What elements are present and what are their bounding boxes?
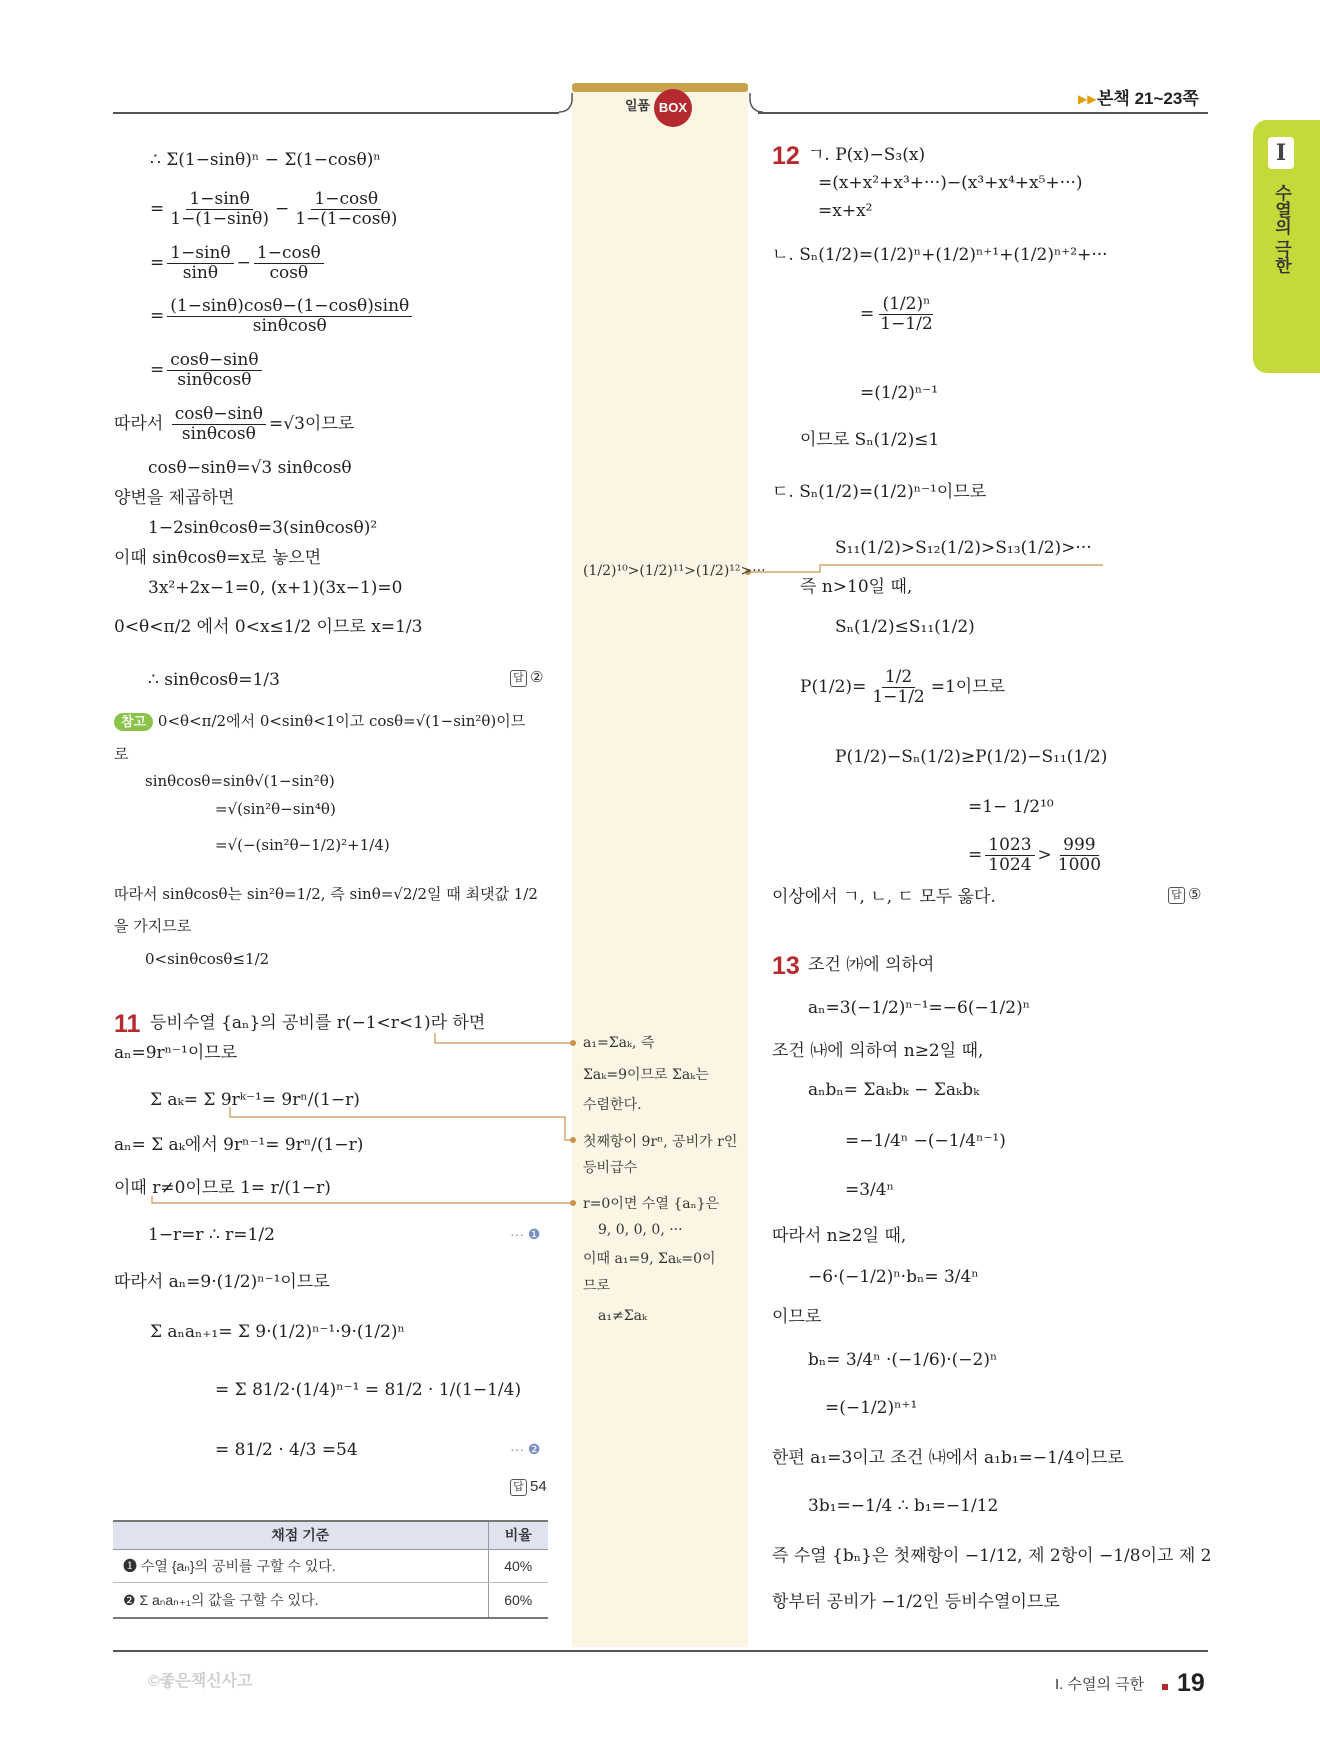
note-eq-2: =√(sin²θ−sin⁴θ) — [215, 800, 336, 818]
mid-note-4d: 므로 — [583, 1278, 611, 1294]
answer-10: 답 ② — [510, 669, 543, 687]
p13-line-4: aₙbₙ= Σaₖbₖ − Σaₖbₖ — [808, 1080, 980, 1100]
p13-line-11: =(−1/2)ⁿ⁺¹ — [825, 1398, 918, 1418]
p12-line-7: 이므로 Sₙ(1/2)≤1 — [800, 430, 940, 450]
p12-line-2: =(x+x²+x³+···)−(x³+x⁴+x⁵+···) — [818, 173, 1083, 193]
p12-line-13: P(1/2)−Sₙ(1/2)≥P(1/2)−S₁₁(1/2) — [835, 747, 1108, 767]
p11-line-1: 등비수열 {aₙ}의 공비를 r(−1<r<1)라 하면 — [150, 1013, 486, 1033]
mid-note-4c: 이때 a₁=9, Σaₖ=0이 — [583, 1251, 716, 1267]
p13-line-8: −6·(−1/2)ⁿ·bₙ= 3/4ⁿ — [808, 1267, 979, 1287]
eq-line-9: 1−2sinθcosθ=3(sinθcosθ)² — [148, 518, 378, 538]
eq-line-1: ∴ Σ(1−sinθ)ⁿ − Σ(1−cosθ)ⁿ — [150, 150, 381, 170]
p12-line-3: =x+x² — [818, 201, 873, 221]
page-number: 19 — [1177, 1669, 1205, 1697]
p11-line-2: aₙ=9rⁿ⁻¹이므로 — [114, 1043, 238, 1063]
box-badge: BOX — [654, 89, 692, 127]
eq-line-12: 0<θ<π/2 에서 0<x≤1/2 이므로 x=1/3 — [114, 617, 423, 637]
page-ref-arrow: ▶▶ — [1078, 92, 1097, 106]
p12-line-5: = $\frac{\text{(1/2)ⁿ}}{1-1/2}$ — [860, 294, 933, 335]
p11-line-3: Σ aₖ= Σ 9rᵏ⁻¹= 9rⁿ/(1−r) — [150, 1090, 360, 1110]
p13-line-15: 항부터 공비가 −1/2인 등비수열이므로 — [772, 1592, 1060, 1612]
p12-line-4: ㄴ. Sₙ(1/2)=(1/2)ⁿ+(1/2)ⁿ⁺¹+(1/2)ⁿ⁺²+··· — [772, 245, 1108, 265]
mid-note-2c: 수렴한다. — [583, 1097, 642, 1113]
footer-chapter: I. 수열의 극한 — [1055, 1676, 1145, 1693]
table-header-ratio: 비율 — [488, 1521, 548, 1549]
note-eq-3: =√(−(sin²θ−1/2)²+1/4) — [215, 836, 390, 854]
eq-line-4: = $\frac{(1-\sin\theta)\cos\theta-(1-\cos\theta)\sin\theta}{\sin\theta\cos\theta}$ — [150, 297, 415, 336]
table-cell-ratio: 40% — [488, 1549, 548, 1582]
step-marker-1: ··· ❶ — [510, 1226, 541, 1242]
p12-line-9: S₁₁(1/2)>S₁₂(1/2)>S₁₃(1/2)>··· — [835, 538, 1092, 558]
p13-line-5: =−1/4ⁿ −(−1/4ⁿ⁻¹) — [845, 1131, 1006, 1151]
answer-12: 답 ⑤ — [1168, 886, 1201, 904]
note-eq-1: sinθcosθ=sinθ√(1−sin²θ) — [145, 772, 335, 790]
box-prefix: 일품 — [625, 98, 651, 113]
text-line-8: 양변을 제곱하면 — [114, 488, 235, 508]
eq-line-5: = $\frac{\cos\theta-\sin\theta}{\sin\theta\cos\theta}$ — [150, 351, 265, 390]
problem-12-number: 12 — [772, 142, 800, 170]
p13-line-14: 즉 수열 {bₙ}은 첫째항이 −1/12, 제 2항이 −1/8이고 제 2 — [772, 1546, 1212, 1566]
p13-line-7: 따라서 n≥2일 때, — [772, 1226, 907, 1246]
chapter-tab-roman: I — [1268, 137, 1294, 169]
mid-note-2a: a₁=Σaₖ, 즉 — [583, 1035, 655, 1051]
p11-line-7: 따라서 aₙ=9·(1/2)ⁿ⁻¹이므로 — [114, 1272, 330, 1292]
problem-11-number: 11 — [114, 1010, 141, 1038]
p11-line-9: = Σ 81/2·(1/4)ⁿ⁻¹ = 81/2 · 1/(1−1/4) — [215, 1380, 522, 1400]
table-header-criteria: 채점 기준 — [113, 1521, 488, 1549]
mid-note-3b: 등비급수 — [583, 1160, 638, 1176]
text-line-10: 이때 sinθcosθ=x로 놓으면 — [114, 548, 322, 568]
footer-dot — [1162, 1684, 1168, 1690]
mid-note-3a: 첫째항이 9rⁿ, 공비가 r인 — [583, 1134, 738, 1150]
eq-line-6: 따라서 $\frac{\cos\theta-\sin\theta}{\sin\theta\cos\theta}$ =√3이므로 — [114, 404, 355, 445]
p13-line-3: 조건 ㈏에 의하여 n≥2일 때, — [772, 1041, 984, 1061]
p11-line-6: 1−r=r ∴ r=1/2 — [148, 1225, 275, 1245]
mid-note-4b: 9, 0, 0, 0, ··· — [598, 1222, 683, 1238]
note-line-2: 로 — [114, 745, 129, 763]
footer-rule — [113, 1650, 1208, 1652]
eq-line-11: 3x²+2x−1=0, (x+1)(3x−1)=0 — [148, 578, 403, 598]
eq-line-2: = $\frac{1-\sin\theta}{1-(1-\sin\theta)}$ − $\frac{1-\cos\theta}{1-(1-\cos\theta)}$ — [150, 189, 398, 230]
p13-line-12: 한편 a₁=3이고 조건 ㈏에서 a₁b₁=−1/4이므로 — [772, 1448, 1124, 1468]
table-cell-ratio: 60% — [488, 1582, 548, 1618]
p11-line-8: Σ aₙaₙ₊₁= Σ 9·(1/2)ⁿ⁻¹·9·(1/2)ⁿ — [150, 1322, 405, 1342]
p13-line-2: aₙ=3(−1/2)ⁿ⁻¹=−6(−1/2)ⁿ — [808, 998, 1031, 1018]
p12-line-14: =1− 1/2¹⁰ — [968, 797, 1054, 817]
problem-13-number: 13 — [772, 952, 800, 980]
p13-line-13: 3b₁=−1/4 ∴ b₁=−1/12 — [808, 1496, 999, 1516]
eq-line-3: = $\frac{1-\sin\theta}{\sin\theta}$ − $\frac{1-\cos\theta}{\cos\theta}$ — [150, 244, 327, 283]
p13-line-6: =3/4ⁿ — [845, 1180, 894, 1200]
p12-line-1: ㄱ. P(x)−S₃(x) — [808, 145, 926, 165]
eq-line-7: cosθ−sinθ=√3 sinθcosθ — [148, 458, 352, 478]
p13-line-1: 조건 ㈎에 의하여 — [808, 955, 935, 975]
note-line-1: 참고 0<θ<π/2에서 0<sinθ<1이고 cosθ=√(1−sin²θ)이므 — [114, 712, 525, 731]
p12-line-6: =(1/2)ⁿ⁻¹ — [860, 383, 939, 403]
step-marker-2: ··· ❷ — [510, 1441, 541, 1457]
mid-note-4e: a₁≠Σaₖ — [598, 1308, 648, 1324]
chapter-tab-title: 수열의 극한 — [1272, 184, 1291, 274]
p12-line-15: = $\frac{1023}{1024}$ > $\frac{999}{1000}$ — [968, 835, 1102, 876]
table-row: ❶ 수열 {aₙ}의 공비를 구할 수 있다. — [113, 1549, 488, 1582]
note-line-5: 을 가지므로 — [114, 917, 192, 935]
p12-line-12: P(1/2)= $\frac{1/2}{1-1/2}$ =1이므로 — [800, 667, 1006, 708]
mid-note-4a: r=0이면 수열 {aₙ}은 — [583, 1196, 720, 1212]
table-row: ❷ Σ aₙaₙ₊₁의 값을 구할 수 있다. — [113, 1582, 488, 1618]
p12-line-11: Sₙ(1/2)≤S₁₁(1/2) — [835, 617, 975, 637]
p12-line-16: 이상에서 ㄱ, ㄴ, ㄷ 모두 옳다. — [772, 887, 996, 907]
mid-note-1: (1/2)¹⁰>(1/2)¹¹>(1/2)¹²>··· — [583, 563, 766, 579]
footer-copyright: ©좋은책신사고 — [148, 1673, 253, 1690]
eq-line-13: ∴ sinθcosθ=1/3 — [148, 670, 280, 690]
p11-line-4: aₙ= Σ aₖ에서 9rⁿ⁻¹= 9rⁿ/(1−r) — [114, 1135, 364, 1155]
p13-line-9: 이므로 — [772, 1307, 822, 1327]
p13-line-10: bₙ= 3/4ⁿ ·(−1/6)·(−2)ⁿ — [808, 1350, 998, 1370]
p12-line-8: ㄷ. Sₙ(1/2)=(1/2)ⁿ⁻¹이므로 — [772, 482, 987, 502]
p11-line-10: = 81/2 · 4/3 =54 — [215, 1440, 358, 1460]
answer-11: 답 54 — [510, 1478, 547, 1496]
page-ref: 본책 21~23쪽 — [1097, 89, 1199, 108]
p11-line-5: 이때 r≠0이므로 1= r/(1−r) — [114, 1178, 331, 1198]
p12-line-10: 즉 n>10일 때, — [800, 577, 913, 597]
note-tag: 참고 — [114, 713, 153, 731]
mid-note-2b: Σaₖ=9이므로 Σaₖ는 — [583, 1067, 709, 1083]
note-eq-6: 0<sinθcosθ≤1/2 — [145, 950, 270, 968]
note-line-4: 따라서 sinθcosθ는 sin²θ=1/2, 즉 sinθ=√2/2일 때 최댓값 1/2 — [114, 885, 538, 903]
